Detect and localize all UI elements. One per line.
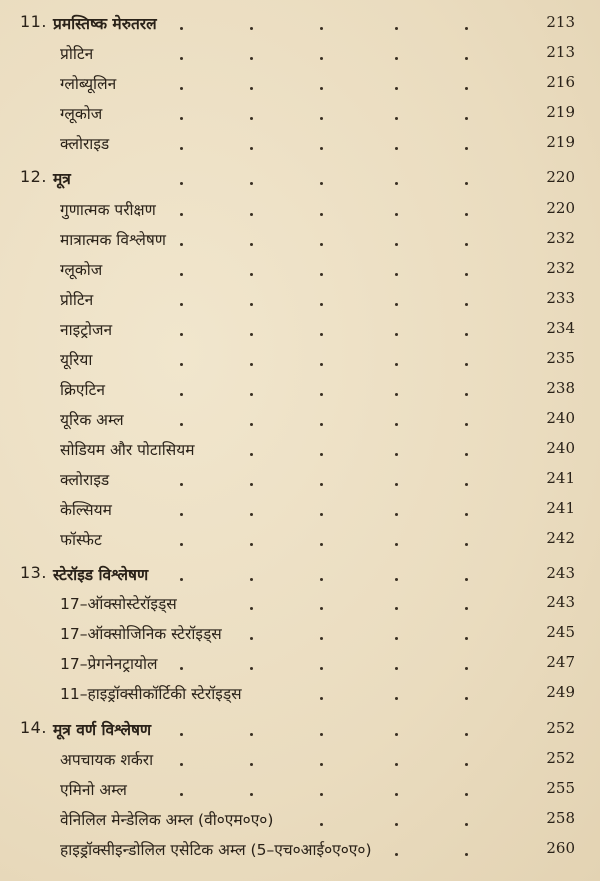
toc-entry-row <box>0 196 600 224</box>
leader-dot <box>320 243 323 246</box>
toc-entry-row <box>0 650 600 678</box>
leader-dot <box>180 363 183 366</box>
toc-entry-row <box>0 590 600 618</box>
leader-dot <box>320 578 323 581</box>
leader-dot <box>250 637 253 640</box>
page-number: 240 <box>546 409 575 427</box>
leader-dot <box>320 57 323 60</box>
chapter-number: 14. <box>20 718 47 737</box>
entry-title: मात्रात्मक विश्लेषण <box>60 231 167 249</box>
entry-title: ग्लूकोज <box>60 105 103 123</box>
leader-dot <box>180 243 183 246</box>
chapter-title: मूत्र वर्ण विश्लेषण <box>53 721 152 739</box>
leader-dot <box>250 483 253 486</box>
leader-dot <box>465 543 468 546</box>
page-number: 219 <box>546 133 575 151</box>
page-number: 247 <box>546 653 575 671</box>
leader-dot <box>395 87 398 90</box>
entry-title: क्लोराइड <box>60 135 110 153</box>
leader-dot <box>395 243 398 246</box>
entry-title: यूरिक अम्ल <box>60 411 124 429</box>
leader-dot <box>320 213 323 216</box>
entry-title: 17–ऑक्सोस्टेरॉइड्स <box>60 595 177 613</box>
leader-dot <box>180 333 183 336</box>
entry-title: प्रोटिन <box>60 291 94 309</box>
leader-dot <box>395 57 398 60</box>
leader-dot <box>320 733 323 736</box>
leader-dot <box>395 733 398 736</box>
toc-entry-row <box>0 436 600 464</box>
leader-dot <box>180 733 183 736</box>
leader-dot <box>180 147 183 150</box>
page-number: 249 <box>546 683 575 701</box>
leader-dot <box>320 333 323 336</box>
page-number: 232 <box>546 259 575 277</box>
toc-entry-row <box>0 406 600 434</box>
leader-dot <box>320 393 323 396</box>
chapter-title: प्रमस्तिष्क मेरुतरल <box>53 15 157 33</box>
leader-dot <box>395 453 398 456</box>
leader-dot <box>250 303 253 306</box>
leader-dot <box>465 513 468 516</box>
toc-entry-row <box>0 466 600 494</box>
entry-title: नाइट्रोजन <box>60 321 113 339</box>
leader-dot <box>465 483 468 486</box>
leader-dot <box>320 543 323 546</box>
leader-dot <box>395 543 398 546</box>
toc-entry-row <box>0 496 600 524</box>
leader-dot <box>395 273 398 276</box>
toc-entry-row <box>0 680 600 708</box>
page-number: 238 <box>546 379 575 397</box>
leader-dot <box>320 303 323 306</box>
leader-dot <box>250 513 253 516</box>
leader-dot <box>465 393 468 396</box>
leader-dot <box>465 823 468 826</box>
leader-dot <box>395 607 398 610</box>
leader-dot <box>395 117 398 120</box>
chapter-title: मूत्र <box>53 170 71 188</box>
page-number: 252 <box>546 749 575 767</box>
leader-dot <box>465 578 468 581</box>
toc-entry-row <box>0 776 600 804</box>
leader-dot <box>395 667 398 670</box>
leader-dot <box>250 147 253 150</box>
leader-dot <box>250 87 253 90</box>
leader-dot <box>320 823 323 826</box>
leader-dot <box>320 483 323 486</box>
leader-dot <box>250 57 253 60</box>
page-number: 213 <box>546 13 575 31</box>
leader-dot <box>395 578 398 581</box>
leader-dot <box>320 117 323 120</box>
leader-dot <box>395 637 398 640</box>
leader-dot <box>250 333 253 336</box>
leader-dot <box>395 483 398 486</box>
leader-dot <box>465 733 468 736</box>
page-number: 219 <box>546 103 575 121</box>
toc-chapter-row <box>0 10 600 38</box>
leader-dot <box>320 182 323 185</box>
leader-dot <box>465 117 468 120</box>
entry-title: 17–ऑक्सोजिनिक स्टेरॉइड्स <box>60 625 222 643</box>
leader-dot <box>320 87 323 90</box>
entry-title: फॉस्फेट <box>60 531 102 549</box>
toc-entry-row <box>0 316 600 344</box>
leader-dot <box>320 793 323 796</box>
leader-dot <box>395 823 398 826</box>
page-number: 240 <box>546 439 575 457</box>
leader-dot <box>250 27 253 30</box>
leader-dot <box>180 667 183 670</box>
toc-chapter-row <box>0 165 600 193</box>
toc-entry-row <box>0 346 600 374</box>
leader-dot <box>395 763 398 766</box>
leader-dot <box>465 243 468 246</box>
leader-dot <box>180 513 183 516</box>
entry-title: 11–हाइड्रॉक्सीकॉर्टिकी स्टेरॉइड्स <box>60 685 242 703</box>
toc-entry-row <box>0 100 600 128</box>
leader-dot <box>180 273 183 276</box>
leader-dot <box>395 182 398 185</box>
page-number: 234 <box>546 319 575 337</box>
leader-dot <box>250 543 253 546</box>
entry-title: क्रिएटिन <box>60 381 105 399</box>
chapter-number: 13. <box>20 563 47 582</box>
toc-entry-row <box>0 70 600 98</box>
leader-dot <box>180 483 183 486</box>
page-number: 220 <box>546 168 575 186</box>
leader-dot <box>395 27 398 30</box>
leader-dot <box>320 273 323 276</box>
leader-dot <box>320 423 323 426</box>
leader-dot <box>250 667 253 670</box>
leader-dot <box>320 27 323 30</box>
leader-dot <box>395 697 398 700</box>
toc-entry-row <box>0 130 600 158</box>
page-number: 260 <box>546 839 575 857</box>
chapter-number: 11. <box>20 12 47 31</box>
page-number: 232 <box>546 229 575 247</box>
entry-title: यूरिया <box>60 351 93 369</box>
leader-dot <box>395 423 398 426</box>
leader-dot <box>320 697 323 700</box>
leader-dot <box>320 147 323 150</box>
leader-dot <box>250 393 253 396</box>
page-number: 241 <box>546 499 575 517</box>
leader-dot <box>250 423 253 426</box>
entry-title: क्लोराइड <box>60 471 110 489</box>
leader-dot <box>465 27 468 30</box>
leader-dot <box>250 578 253 581</box>
toc-entry-row <box>0 226 600 254</box>
page-number: 235 <box>546 349 575 367</box>
page-number: 216 <box>546 73 575 91</box>
leader-dot <box>465 333 468 336</box>
leader-dot <box>465 607 468 610</box>
toc-chapter-row <box>0 561 600 589</box>
leader-dot <box>465 87 468 90</box>
page-number: 233 <box>546 289 575 307</box>
page-number: 220 <box>546 199 575 217</box>
entry-title: केल्सियम <box>60 501 112 519</box>
leader-dot <box>180 543 183 546</box>
leader-dot <box>180 763 183 766</box>
toc-entry-row <box>0 40 600 68</box>
leader-dot <box>395 393 398 396</box>
leader-dot <box>180 182 183 185</box>
leader-dot <box>250 763 253 766</box>
leader-dot <box>465 182 468 185</box>
entry-title: 17–प्रेगनेनट्रायोल <box>60 655 158 673</box>
leader-dot <box>180 793 183 796</box>
leader-dot <box>465 793 468 796</box>
leader-dot <box>395 363 398 366</box>
leader-dot <box>395 793 398 796</box>
leader-dot <box>395 513 398 516</box>
leader-dot <box>465 853 468 856</box>
entry-title: ग्लोब्यूलिन <box>60 75 117 93</box>
toc-entry-row <box>0 256 600 284</box>
toc-entry-row <box>0 836 600 864</box>
leader-dot <box>395 303 398 306</box>
page-number: 242 <box>546 529 575 547</box>
leader-dot <box>465 213 468 216</box>
leader-dot <box>465 363 468 366</box>
leader-dot <box>250 733 253 736</box>
leader-dot <box>320 513 323 516</box>
chapter-title: स्टेरॉइड विश्लेषण <box>53 566 149 584</box>
leader-dot <box>250 182 253 185</box>
leader-dot <box>180 27 183 30</box>
entry-title: अपचायक शर्करा <box>60 751 154 769</box>
leader-dot <box>180 87 183 90</box>
leader-dot <box>250 243 253 246</box>
leader-dot <box>180 303 183 306</box>
page-number: 245 <box>546 623 575 641</box>
page-number: 213 <box>546 43 575 61</box>
toc-entry-row <box>0 376 600 404</box>
page-number: 243 <box>546 564 575 582</box>
leader-dot <box>465 273 468 276</box>
leader-dot <box>465 57 468 60</box>
chapter-number: 12. <box>20 167 47 186</box>
entry-title: हाइड्रॉक्सीइन्डोलिल एसेटिक अम्ल (5–एच०आई०ए०ए०) <box>60 841 372 859</box>
leader-dot <box>180 57 183 60</box>
toc-entry-row <box>0 286 600 314</box>
leader-dot <box>320 607 323 610</box>
leader-dot <box>250 273 253 276</box>
leader-dot <box>465 667 468 670</box>
page-number: 241 <box>546 469 575 487</box>
leader-dot <box>320 763 323 766</box>
leader-dot <box>180 117 183 120</box>
leader-dot <box>320 667 323 670</box>
leader-dot <box>465 637 468 640</box>
leader-dot <box>250 363 253 366</box>
leader-dot <box>395 853 398 856</box>
leader-dot <box>320 363 323 366</box>
leader-dot <box>250 793 253 796</box>
entry-title: सोडियम और पोटासियम <box>60 441 195 459</box>
toc-entry-row <box>0 746 600 774</box>
entry-title: प्रोटिन <box>60 45 94 63</box>
page-number: 252 <box>546 719 575 737</box>
toc-entry-row <box>0 806 600 834</box>
leader-dot <box>250 117 253 120</box>
page-number: 255 <box>546 779 575 797</box>
page-number: 243 <box>546 593 575 611</box>
leader-dot <box>180 578 183 581</box>
leader-dot <box>395 213 398 216</box>
page-number: 258 <box>546 809 575 827</box>
leader-dot <box>395 333 398 336</box>
leader-dot <box>180 213 183 216</box>
leader-dot <box>465 453 468 456</box>
leader-dot <box>250 453 253 456</box>
toc-entry-row <box>0 526 600 554</box>
entry-title: एमिनो अम्ल <box>60 781 127 799</box>
leader-dot <box>320 637 323 640</box>
leader-dot <box>250 607 253 610</box>
leader-dot <box>250 213 253 216</box>
entry-title: वेनिलिल मेन्डेलिक अम्ल (वी०एम०ए०) <box>60 811 274 829</box>
leader-dot <box>395 147 398 150</box>
entry-title: ग्लूकोज <box>60 261 103 279</box>
leader-dot <box>465 303 468 306</box>
leader-dot <box>465 147 468 150</box>
entry-title: गुणात्मक परीक्षण <box>60 201 156 219</box>
leader-dot <box>465 697 468 700</box>
leader-dot <box>180 423 183 426</box>
leader-dot <box>320 453 323 456</box>
leader-dot <box>180 393 183 396</box>
leader-dot <box>465 763 468 766</box>
toc-chapter-row <box>0 716 600 744</box>
toc-entry-row <box>0 620 600 648</box>
leader-dot <box>465 423 468 426</box>
